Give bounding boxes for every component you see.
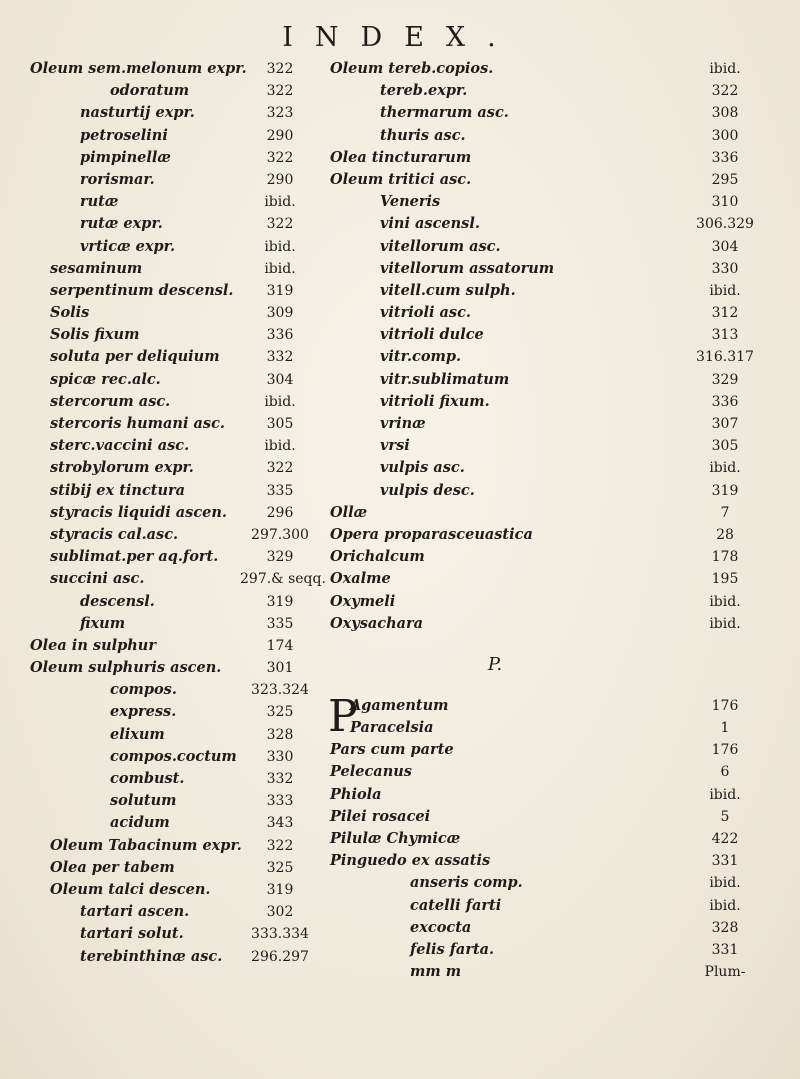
page-reference: ibid. <box>709 786 741 803</box>
page-reference: ibid. <box>709 615 741 632</box>
index-term: vrinæ <box>380 415 426 432</box>
page-reference: 331 <box>711 853 739 870</box>
index-entry <box>330 872 741 894</box>
index-term: Opera proparasceuastica <box>330 525 533 543</box>
index-entry <box>330 125 739 147</box>
index-term: rutæ expr. <box>80 215 163 233</box>
index-entry <box>30 546 320 568</box>
page-reference: 301 <box>266 660 294 677</box>
page-reference: 319 <box>266 881 294 898</box>
index-entry <box>330 502 730 524</box>
index-term: Pilulæ Chymicæ <box>330 830 461 847</box>
page-reference: 176 <box>711 697 739 714</box>
index-term: Oleum sulphuris ascen. <box>30 659 222 677</box>
index-term: Pinguedo ex assatis <box>330 852 491 870</box>
page-reference: 296 <box>266 504 294 521</box>
index-term: Veneris <box>380 193 441 211</box>
page-reference: 322 <box>266 216 294 233</box>
index-entry <box>330 480 739 502</box>
index-term: stercoris humani asc. <box>50 415 225 432</box>
page-reference: 313 <box>711 327 739 344</box>
index-term: anseris comp. <box>410 874 523 892</box>
index-entry <box>30 457 320 479</box>
page-reference: 310 <box>711 194 739 211</box>
index-entry <box>330 346 754 368</box>
index-entry <box>30 946 320 968</box>
index-entry <box>30 346 320 368</box>
index-entry <box>30 812 320 834</box>
index-entry <box>330 546 739 568</box>
index-term: Oxymeli <box>330 592 396 610</box>
index-term: styracis liquidi ascen. <box>50 503 227 521</box>
page-reference: 333.334 <box>251 926 309 943</box>
page-reference: 332 <box>266 771 294 787</box>
index-entry <box>330 258 739 280</box>
page-reference: ibid. <box>709 61 741 77</box>
index-entry <box>330 524 734 546</box>
page-reference: ibid. <box>709 460 741 477</box>
index-term: Orichalcum <box>330 548 425 566</box>
index-term: solutum <box>110 792 177 810</box>
index-entry <box>330 739 739 761</box>
index-entry <box>30 879 320 901</box>
index-entry <box>30 391 320 413</box>
page-reference: 195 <box>711 571 739 588</box>
index-term: Ollæ <box>330 503 368 521</box>
index-term: compos.coctum <box>110 747 237 765</box>
index-term: Solis <box>50 304 90 322</box>
index-term: elixum <box>110 725 165 743</box>
index-entry <box>30 169 320 191</box>
page-reference: 328 <box>711 919 739 936</box>
page-reference: 307 <box>711 416 739 432</box>
page-reference: 323.324 <box>251 682 309 699</box>
page-reference: 309 <box>266 305 294 322</box>
index-entry <box>30 302 320 324</box>
index-entry <box>30 835 320 857</box>
page-reference: 322 <box>266 83 294 100</box>
page-reference: 322 <box>266 460 294 477</box>
index-entry <box>30 147 320 169</box>
index-term: stercorum asc. <box>50 392 171 410</box>
page-reference: 422 <box>711 831 739 847</box>
index-term: thuris asc. <box>380 126 466 144</box>
index-term: Pars cum parte <box>330 741 454 759</box>
index-entry <box>30 768 320 790</box>
index-term: thermarum asc. <box>380 104 509 122</box>
index-entry <box>30 413 320 435</box>
index-term: vitell.cum sulph. <box>380 281 516 299</box>
page-reference: 329 <box>711 371 739 388</box>
index-term: vrsi <box>380 437 410 455</box>
index-term: vitellorum assatorum <box>380 259 555 277</box>
index-term: Oleum tereb.copios. <box>330 60 494 77</box>
index-entry <box>30 524 320 546</box>
index-entry <box>330 613 741 635</box>
page-reference: 176 <box>711 742 739 759</box>
index-entry <box>330 761 730 783</box>
page-reference: 336 <box>711 149 739 166</box>
index-entry <box>330 369 739 391</box>
index-entry <box>30 724 320 746</box>
index-entry <box>30 369 320 391</box>
page-reference: ibid. <box>709 282 741 299</box>
page-reference: 300 <box>711 127 739 144</box>
page-reference: 297.300 <box>251 526 309 543</box>
drop-cap: P <box>328 690 358 742</box>
index-term: sterc.vaccini asc. <box>50 437 190 455</box>
page-reference: 319 <box>266 282 294 299</box>
page-reference: 331 <box>711 941 739 958</box>
index-term: vulpis asc. <box>380 459 465 477</box>
index-entry <box>330 850 739 872</box>
index-entry <box>30 790 320 812</box>
index-entry <box>30 591 320 613</box>
page-reference: 335 <box>266 482 294 499</box>
index-term: Oleum tritici asc. <box>330 170 472 188</box>
index-term: vrticæ expr. <box>80 237 176 255</box>
index-term: acidum <box>110 814 170 832</box>
index-term: Solis fixum <box>50 326 140 344</box>
index-entry <box>30 213 320 235</box>
index-entry <box>30 613 320 635</box>
index-entry <box>330 102 739 124</box>
page-reference: 323 <box>266 105 294 122</box>
index-entry <box>330 591 741 613</box>
index-term: vitr.comp. <box>380 348 462 366</box>
page-reference: 335 <box>266 615 294 632</box>
page-reference: 319 <box>711 482 739 499</box>
index-term: Olea per tabem <box>50 858 175 876</box>
index-entry <box>330 895 741 917</box>
index-term: strobylorum expr. <box>50 459 194 477</box>
index-term: Phiola <box>330 785 382 803</box>
page-title: INDEX. <box>282 22 518 53</box>
index-term: odoratum <box>110 82 190 100</box>
index-term: Paracelsia <box>350 719 434 737</box>
index-entry <box>330 236 739 258</box>
index-entry <box>330 961 746 983</box>
index-entry <box>30 258 320 280</box>
index-term: mm m <box>410 963 462 981</box>
page-reference: 296.297 <box>251 948 309 965</box>
index-term: spicæ rec.alc. <box>50 370 161 388</box>
index-term: petroselini <box>80 126 168 144</box>
index-entry <box>30 191 320 213</box>
index-entry <box>30 324 320 346</box>
index-entry <box>330 80 739 102</box>
page-reference: 297.& seqq. <box>240 571 326 588</box>
index-entry <box>330 302 739 324</box>
index-term: tartari solut. <box>80 925 184 943</box>
page-reference: 322 <box>266 149 294 166</box>
page-reference: 332 <box>266 349 294 366</box>
index-term: fixum <box>80 614 126 632</box>
page-reference: Plum- <box>704 964 746 981</box>
page-reference: 302 <box>266 904 294 921</box>
page-reference: 290 <box>266 171 294 188</box>
index-term: Oleum sem.melonum expr. <box>30 60 247 77</box>
index-term: felis farta. <box>410 940 495 958</box>
index-term: vitr.sublimatum <box>380 370 510 388</box>
index-term: nasturtij expr. <box>80 104 195 122</box>
index-term: Olea tincturarum <box>330 148 472 166</box>
index-entry <box>30 236 320 258</box>
index-entry <box>30 923 320 945</box>
index-entry <box>330 169 739 191</box>
index-term: vitellorum asc. <box>380 237 501 255</box>
index-entry <box>330 828 739 850</box>
index-entry <box>330 784 741 806</box>
index-term: succini asc. <box>50 570 145 588</box>
index-term: Pelecanus <box>330 763 412 781</box>
index-entry <box>30 746 320 768</box>
page-reference: 304 <box>711 238 739 255</box>
index-entry <box>30 480 320 502</box>
index-entry <box>30 635 320 657</box>
index-entry <box>30 857 320 879</box>
index-entry <box>30 568 326 590</box>
index-entry <box>330 806 730 828</box>
index-entry <box>30 435 320 457</box>
page-reference: 319 <box>266 593 294 610</box>
index-entry <box>330 280 741 302</box>
page-reference: 325 <box>266 704 294 721</box>
page-reference: 330 <box>266 748 294 765</box>
index-entry <box>30 901 320 923</box>
index-term: sesaminum <box>50 259 143 277</box>
index-term: combust. <box>110 770 185 787</box>
index-term: Oxalme <box>330 570 391 588</box>
index-term: styracis cal.asc. <box>50 525 179 543</box>
index-term: tereb.expr. <box>380 82 468 100</box>
index-term: pimpinellæ <box>80 148 171 166</box>
index-entry <box>30 125 320 147</box>
index-term: Oxysachara <box>330 614 424 632</box>
page-reference: 343 <box>266 815 294 832</box>
index-entry <box>330 391 739 413</box>
index-term: express. <box>110 703 177 721</box>
index-entry <box>30 58 320 80</box>
page-reference: 330 <box>711 260 739 277</box>
page-reference: 174 <box>266 637 294 654</box>
index-term: vitrioli dulce <box>380 326 484 344</box>
page-reference: 336 <box>266 327 294 344</box>
page-reference: 305 <box>711 438 739 455</box>
page-reference: 322 <box>711 83 739 100</box>
page-reference: 6 <box>720 764 730 781</box>
index-term: rutæ <box>80 193 119 211</box>
page-reference: 5 <box>720 808 730 825</box>
index-entry <box>330 939 739 961</box>
page-reference: 322 <box>266 61 294 77</box>
page-reference: ibid. <box>709 875 741 892</box>
index-entry <box>330 435 739 457</box>
index-term: rorismar. <box>80 170 155 188</box>
index-term: stibij ex tinctura <box>50 481 186 499</box>
page-reference: 306.329 <box>696 216 754 233</box>
index-term: vitrioli asc. <box>380 304 471 322</box>
index-entry <box>330 191 739 213</box>
page-reference: ibid. <box>264 393 296 410</box>
index-entry <box>30 502 320 524</box>
index-entry <box>330 213 754 235</box>
page-reference: 316.317 <box>696 349 754 366</box>
index-term: soluta per deliquium <box>50 348 220 366</box>
page-reference: 295 <box>711 171 739 188</box>
index-term: vini ascensl. <box>380 215 480 233</box>
page-reference: 328 <box>266 726 294 743</box>
index-term: compos. <box>110 681 177 699</box>
index-entry <box>330 147 739 169</box>
page-reference: 28 <box>716 526 734 543</box>
index-term: excocta <box>410 918 472 936</box>
index-term: Pilei rosacei <box>330 807 431 825</box>
index-term: serpentinum descensl. <box>50 281 234 299</box>
index-entry <box>30 80 320 102</box>
index-entry <box>330 568 739 590</box>
index-term: Agamentum <box>350 696 449 714</box>
index-entry <box>330 324 739 346</box>
index-entry <box>330 457 741 479</box>
page-reference: ibid. <box>264 438 296 455</box>
page-reference: ibid. <box>264 194 296 211</box>
page-reference: 290 <box>266 127 294 144</box>
index-entry <box>30 701 320 723</box>
right-column <box>328 58 754 983</box>
index-entry <box>330 917 739 939</box>
index-entry <box>30 102 320 124</box>
page-reference: ibid. <box>264 260 296 277</box>
index-entry <box>30 679 320 701</box>
page-reference: 312 <box>711 305 739 322</box>
index-term: sublimat.per aq.fort. <box>50 548 219 566</box>
index-entry <box>330 413 739 435</box>
left-column <box>30 58 326 968</box>
index-entry <box>330 58 741 80</box>
page-reference: 178 <box>711 549 739 566</box>
page-reference: 304 <box>266 371 294 388</box>
page-reference: 308 <box>711 105 739 122</box>
page-reference: 336 <box>711 393 739 410</box>
page-reference: 329 <box>266 549 294 566</box>
page-reference: 305 <box>266 416 294 432</box>
index-entry <box>30 657 320 679</box>
index-term: vulpis desc. <box>380 481 475 499</box>
page-reference: 322 <box>266 837 294 854</box>
index-term: catelli farti <box>410 896 502 914</box>
index-entry <box>330 717 730 739</box>
page-reference: 333 <box>266 793 294 810</box>
index-term: Oleum Tabacinum expr. <box>50 836 242 854</box>
index-term: Oleum talci descen. <box>50 880 211 898</box>
page-reference: 1 <box>720 720 730 737</box>
index-term: tartari ascen. <box>80 903 190 921</box>
index-term: Olea in sulphur <box>30 636 156 654</box>
index-term: vitrioli fixum. <box>380 392 490 410</box>
page-reference: ibid. <box>264 238 296 255</box>
index-term: terebinthinæ asc. <box>80 947 223 965</box>
page-reference: ibid. <box>709 593 741 610</box>
page-reference: 325 <box>266 859 294 876</box>
section-letter: P. <box>487 653 503 675</box>
page-reference: ibid. <box>709 897 741 914</box>
index-entry <box>30 280 320 302</box>
index-term: descensl. <box>80 592 155 610</box>
page-reference: 7 <box>720 504 730 521</box>
